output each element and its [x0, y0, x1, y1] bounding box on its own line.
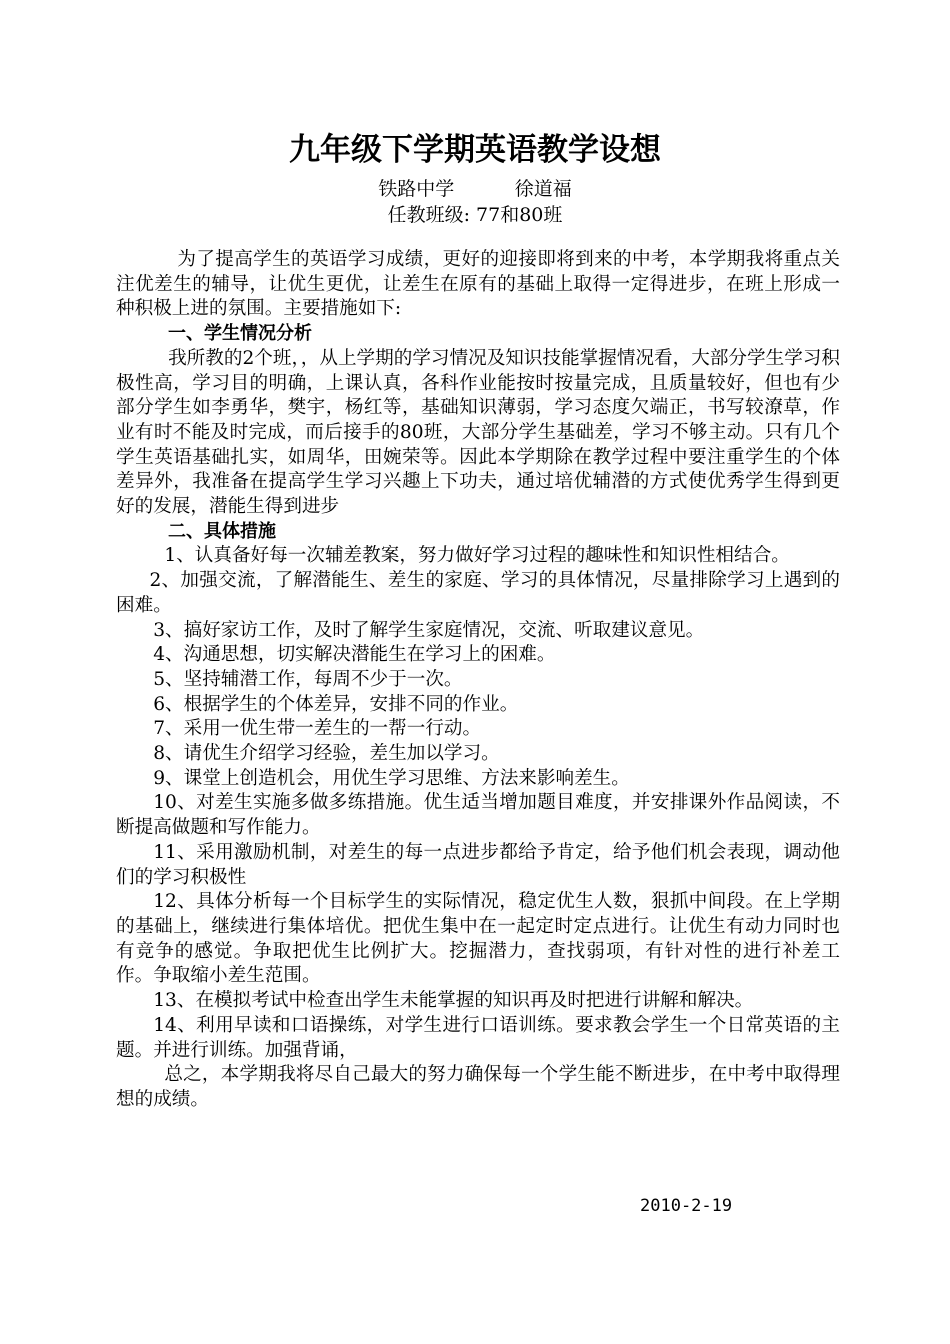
document-date: 2010-2-19 — [640, 1196, 733, 1216]
measure-item: 13、在模拟考试中检查出学生未能掌握的知识再及时把进行讲解和解决。 — [153, 990, 754, 1012]
measure-item: 7、采用一优生带一差生的一帮一行动。 — [153, 718, 482, 740]
measure-item: 8、请优生介绍学习经验，差生加以学习。 — [153, 743, 500, 765]
author-line: 铁路中学 徐道福 — [378, 178, 572, 200]
intro-paragraph: 为了提高学生的英语学习成绩，更好的迎接即将到来的中考，本学期我将重点关注优差生的辅导，让优生更优，让差生在原有的基础上取得一定得进步，在班上形成一种积极上进的氛围。主要措施如下: — [116, 249, 840, 320]
measure-item: 3、搞好家访工作，及时了解学生家庭情况，交流、听取建议意见。 — [153, 619, 705, 641]
class-line: 任教班级: 77和80班 — [387, 204, 563, 226]
conclusion-paragraph: 总之，本学期我将尽自己最大的努力确保每一个学生能不断进步，在中考中取得理想的成绩。 — [116, 1064, 840, 1110]
measure-item: 11、采用激励机制，对差生的每一点进步都给予肯定，给予他们机会表现，调动他们的学习积极性 — [116, 841, 840, 888]
measure-item: 4、沟通思想，切实解决潜能生在学习上的困难。 — [153, 644, 556, 666]
section-heading-1: 一、学生情况分析 — [168, 323, 312, 345]
measure-item: 1、认真备好每一次辅差教案，努力做好学习过程的趣味性和知识性相结合。 — [164, 545, 790, 567]
document-title: 九年级下学期英语教学设想 — [289, 132, 661, 168]
measure-item: 12、具体分析每一个目标学生的实际情况，稳定优生人数，狠抓中间段。在上学期的基础上，继续进行集体培优。把优生集中在一起定时定点进行。让优生有动力同时也有竞争的感觉。争取把优生比例扩大。挖掘潜力，查找弱项，有针对性的进行补差工作。争取缩小差生范围。 — [116, 891, 840, 987]
section-1-paragraph: 我所教的2个班，，从上学期的学习情况及知识技能掌握情况看，大部分学生学习积极性高，学习目的明确，上课认真，各科作业能按时按量完成，且质量较好，但也有少部分学生如李勇华，樊宇，杨红等，基础知识薄弱，学习态度欠端正，书写较潦草，作业有时不能及时完成，而后接手的80班，大部分学生基础差，学习不够主动。只有几个学生英语基础扎实，如周华，田婉荣等。因此本学期除在教学过程中要注重学生的个体差异外，我准备在提高学生学习兴趣上下功夫，通过培优辅潜的方式使优秀学生得到更好的发展，潜能生得到进步 — [116, 347, 840, 518]
measure-item: 6、根据学生的个体差异，安排不同的作业。 — [153, 693, 519, 715]
measure-item: 2、加强交流，了解潜能生、差生的家庭、学习的具体情况，尽量排除学习上遇到的困难。 — [116, 570, 840, 616]
measure-item: 14、利用早读和口语操练，对学生进行口语训练。要求教会学生一个日常英语的主题。并进行训练。加强背诵， — [116, 1014, 840, 1061]
measure-item: 10、对差生实施多做多练措施。优生适当增加题目难度，并安排课外作品阅读，不断提高做题和写作能力。 — [116, 792, 840, 839]
measure-item: 5、坚持辅潜工作，每周不少于一次。 — [153, 668, 463, 690]
document-body — [116, 248, 840, 1113]
section-heading-2: 二、具体措施 — [168, 520, 276, 542]
measure-item: 9、课堂上创造机会，用优生学习思维、方法来影响差生。 — [153, 767, 630, 789]
